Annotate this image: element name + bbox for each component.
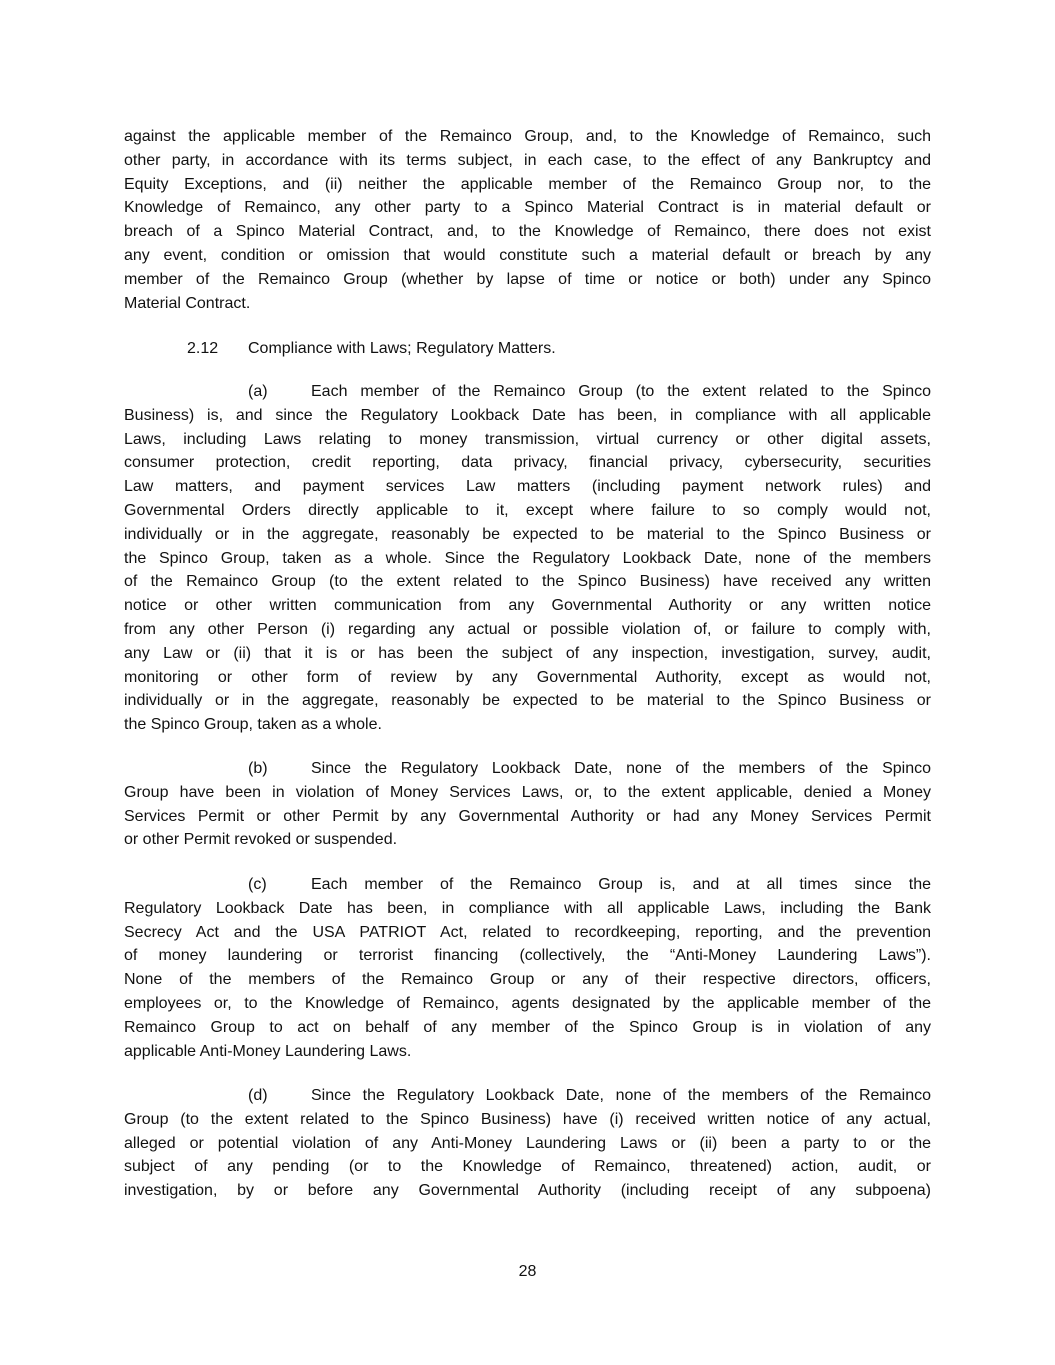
text-line: alleged or potential violation of any Anti-Money Laundering Laws or (ii) been a party to or the [124,1134,931,1152]
text-line: any Law or (ii) that it is or has been the subject of any inspection, investigation, survey, audit, [124,644,931,662]
text-line: investigation, by or before any Governmental Authority (including receipt of any subpoena) [124,1182,931,1200]
text-line: Group (to the extent related to the Spinco Business) have (i) received written notice of any actual, [124,1110,931,1128]
paragraph-d [124,1084,931,1203]
text-line: Each member of the Remainco Group is, and at all times since the [311,876,931,893]
text-line: Since the Regulatory Lookback Date, none of the members of the Remainco [311,1087,931,1104]
text-line: consumer protection, credit reporting, data privacy, financial privacy, cybersecurity, securities [124,454,931,472]
section-title: Compliance with Laws; Regulatory Matters. [248,340,556,357]
paragraph-marker: (a) [248,383,268,400]
paragraph-a [124,380,931,737]
text-line: None of the members of the Remainco Group or any of their respective directors, officers, [124,971,931,989]
text-line: individually or in the aggregate, reasonably be expected to be material to the Spinco Business or [124,692,931,710]
section-number: 2.12 [187,340,219,357]
text-line: Regulatory Lookback Date has been, in compliance with all applicable Laws, including the Bank [124,899,931,917]
text-line: Governmental Orders directly applicable to it, except where failure to so comply would not, [124,501,931,519]
text-line: Services Permit or other Permit by any Governmental Authority or had any Money Services Permit [124,807,931,825]
paragraph-c [124,873,931,1063]
text-line: Laws, including Laws relating to money transmission, virtual currency or other digital assets, [124,430,931,448]
text-line: Each member of the Remainco Group (to the extent related to the Spinco [311,383,931,400]
text-line: Business) is, and since the Regulatory Lookback Date has been, in compliance with all applicable [124,406,931,424]
text-line: subject of any pending (or to the Knowledge of Remainco, threatened) action, audit, or [124,1158,931,1176]
text-line: Law matters, and payment services Law matters (including payment network rules) and [124,478,931,496]
text-line: Knowledge of Remainco, any other party to a Spinco Material Contract is in material default or [124,199,931,217]
text-line: Remainco Group to act on behalf of any member of the Spinco Group is in violation of any [124,1018,931,1036]
text-line: Material Contract. [124,294,251,312]
paragraph-b [124,757,931,852]
text-line: notice or other written communication from any Governmental Authority or any written notice [124,597,931,615]
text-line: from any other Person (i) regarding any actual or possible violation of, or failure to comply with, [124,620,931,638]
text-line: other party, in accordance with its terms subject, in each case, to the effect of any Bankruptcy and [124,151,931,169]
text-line: Secrecy Act and the USA PATRIOT Act, related to recordkeeping, reporting, and the prevention [124,923,931,941]
text-line: or other Permit revoked or suspended. [124,831,398,849]
text-line: Equity Exceptions, and (ii) neither the applicable member of the Remainco Group nor, to the [124,175,931,193]
paragraph-marker: (c) [248,876,267,893]
text-line: individually or in the aggregate, reasonably be expected to be material to the Spinco Business or [124,525,931,543]
text-line: of money laundering or terrorist financing (collectively, the “Anti-Money Laundering Laws”). [124,947,931,965]
text-line: the Spinco Group, taken as a whole. Since the Regulatory Lookback Date, none of the members [124,549,931,567]
paragraph-marker: (b) [248,760,268,777]
page-number: 28 [518,1263,537,1280]
text-line: breach of a Spinco Material Contract, and, to the Knowledge of Remainco, there does not exist [124,223,931,241]
text-line: member of the Remainco Group (whether by lapse of time or notice or both) under any Spinco [124,270,931,288]
text-line: Since the Regulatory Lookback Date, none of the members of the Spinco [311,760,931,777]
text-line: employees or, to the Knowledge of Remainco, agents designated by the applicable member of the [124,994,931,1012]
text-line: applicable Anti-Money Laundering Laws. [124,1042,412,1060]
text-line: of the Remainco Group (to the extent related to the Spinco Business) have received any written [124,573,931,591]
text-line: against the applicable member of the Remainco Group, and, to the Knowledge of Remainco, such [124,128,931,145]
intro-paragraph [124,125,931,315]
text-line: monitoring or other form of review by any Governmental Authority, except as would not, [124,668,931,686]
text-line: the Spinco Group, taken as a whole. [124,716,382,734]
paragraph-marker: (d) [248,1087,268,1104]
text-line: any event, condition or omission that would constitute such a material default or breach by any [124,246,931,264]
text-line: Group have been in violation of Money Services Laws, or, to the extent applicable, denied a Money [124,783,931,801]
